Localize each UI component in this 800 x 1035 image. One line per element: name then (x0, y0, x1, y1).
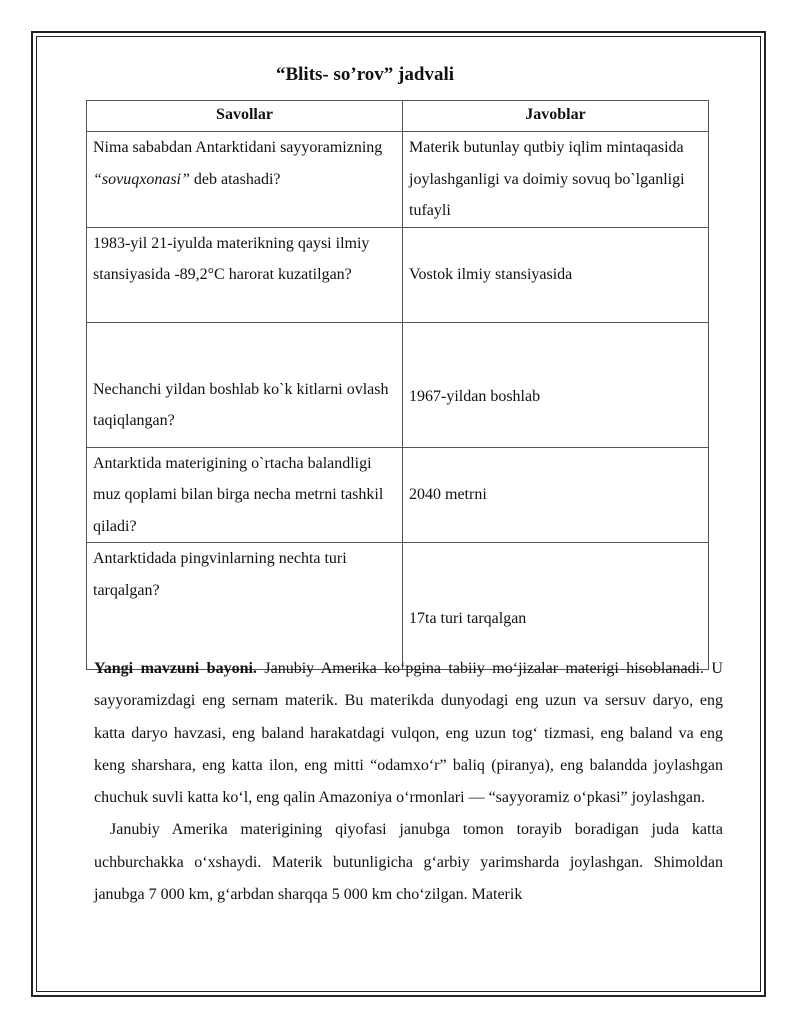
question-cell: Antarktida materigining o`rtacha balandligi muz qoplami bilan birga necha metrni tashkil qiladi? (87, 447, 403, 543)
question-cell: Nechanchi yildan boshlab ko`k kitlarni ovlash taqiqlangan? (87, 322, 403, 447)
body-text (94, 653, 723, 911)
table-title: “Blits- so’rov” jadvali (275, 64, 455, 85)
paragraph (94, 653, 723, 814)
answer-cell: 1967-yildan boshlab (403, 322, 709, 447)
paragraph: Janubiy Amerika materigining qiyofasi janubga tomon torayib boradigan juda katta uchburchakka o‘xshaydi. Materik butunligicha g‘arbiy yarimsharda joylashgan. Shimoldan janubga 7 000 km, g‘arbdan sharqqa 5 000 km cho‘zilgan. Materik (94, 821, 723, 904)
question-text: Nima sababdan Antarktidani sayyoramizning (93, 139, 383, 156)
question-emphasis: “sovuqxonasi” (93, 170, 190, 188)
blits-table (86, 100, 709, 670)
answer-cell: 2040 metrni (403, 447, 709, 543)
table-row (87, 227, 709, 322)
question-cell: 1983-yil 21-iyulda materikning qaysi ilmiy stansiyasida -89,2°C harorat kuzatilgan? (87, 227, 403, 322)
answer-cell: Vostok ilmiy stansiyasida (403, 227, 709, 322)
table-row (87, 447, 709, 543)
answer-cell: Materik butunlay qutbiy iqlim mintaqasida joylashganligi va doimiy sovuq bo`lganligi tufayli (403, 132, 709, 228)
question-cell: Antarktidada pingvinlarning nechta turi tarqalgan? (87, 543, 403, 670)
table-row (87, 322, 709, 447)
answer-cell: 17ta turi tarqalgan (403, 543, 709, 670)
question-text: deb atashadi? (189, 170, 281, 188)
question-cell (87, 132, 403, 228)
table-row (87, 132, 709, 228)
paragraph-text: Janubiy Amerika ko‘pgina tabiiy mo‘jizalar materigi hisoblanadi. U sayyoramizdagi eng sernam materik. Bu materikda dunyodagi eng uzun va sersuv daryo, eng katta daryo havzasi, eng baland harakatdagi vulqon, eng uzun tog‘ tizmasi, eng baland va eng keng sharshara, eng katta ilon, eng mitti “odamxo‘r” baliq (piranya), eng balandda joylashgan chuchuk suvli katta ko‘l, eng qalin Amazoniya o‘rmonlari — “sayyoramiz o‘pkasi” joylashgan. (94, 660, 723, 807)
header-javoblar: Javoblar (403, 101, 709, 132)
section-lead: Yangi mavzuni bayoni. (94, 660, 257, 677)
table-header-row (87, 101, 709, 132)
header-savollar: Savollar (87, 101, 403, 132)
table-row (87, 543, 709, 670)
